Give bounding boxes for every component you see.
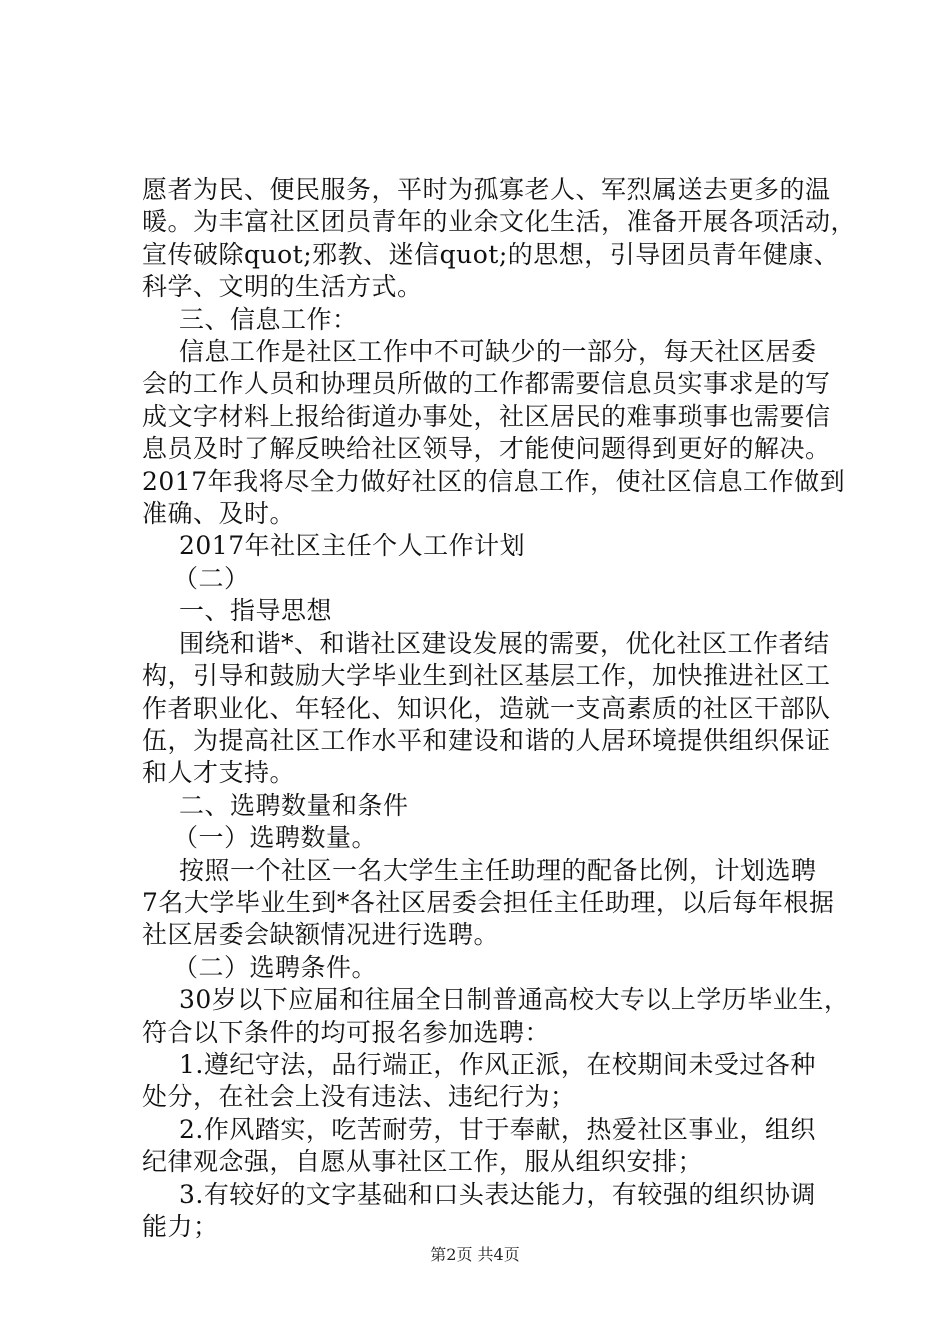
document-body <box>142 174 857 1243</box>
text-line: 2.作风踏实，吃苦耐劳，甘于奉献，热爱社区事业，组织 <box>179 1114 816 1144</box>
text-line: 息员及时了解反映给社区领导，才能使问题得到更好的解决。 <box>142 434 831 464</box>
text-line: 信息工作是社区工作中不可缺少的一部分，每天社区居委 <box>179 337 817 367</box>
text-line: 7名大学毕业生到*各社区居委会担任主任助理，以后每年根据 <box>142 887 835 917</box>
text-line: 符合以下条件的均可报名参加选聘： <box>142 1017 551 1047</box>
text-line: （二）选聘条件。 <box>173 952 378 982</box>
text-line: 和人才支持。 <box>142 758 296 788</box>
text-line: 3.有较好的文字基础和口头表达能力，有较强的组织协调 <box>179 1179 816 1209</box>
text-line: 伍，为提高社区工作水平和建设和谐的人居环境提供组织保证 <box>142 725 831 755</box>
text-line: 宣传破除quot;邪教、迷信quot;的思想，引导团员青年健康、 <box>142 239 840 269</box>
text-line: 围绕和谐*、和谐社区建设发展的需要，优化社区工作者结 <box>179 628 830 658</box>
text-line: 社区居委会缺额情况进行选聘。 <box>142 920 500 950</box>
text-line: 处分，在社会上没有违法、违纪行为； <box>142 1082 576 1112</box>
text-line: 能力； <box>142 1212 219 1241</box>
text-line: 准确、及时。 <box>142 499 296 529</box>
text-line: 作者职业化、年轻化、知识化，造就一支高素质的社区干部队 <box>142 693 831 723</box>
text-line: 一、指导思想 <box>179 596 333 626</box>
text-line: 会的工作人员和协理员所做的工作都需要信息员实事求是的写 <box>142 369 831 399</box>
text-line: 2017年我将尽全力做好社区的信息工作，使社区信息工作做到 <box>142 466 846 496</box>
text-line: 三、信息工作： <box>179 304 358 334</box>
text-line: 二、选聘数量和条件 <box>179 790 409 820</box>
text-line: 2017年社区主任个人工作计划 <box>179 531 526 561</box>
text-line: （一）选聘数量。 <box>173 823 378 853</box>
text-line: （二） <box>173 563 250 593</box>
text-line: 愿者为民、便民服务，平时为孤寡老人、军烈属送去更多的温 <box>142 175 831 204</box>
text-line: 构，引导和鼓励大学毕业生到社区基层工作，加快推进社区工 <box>142 661 831 691</box>
page-footer: 第2页 共4页 <box>430 1245 520 1264</box>
text-line: 按照一个社区一名大学生主任助理的配备比例，计划选聘 <box>179 855 817 885</box>
text-line: 暖。为丰富社区团员青年的业余文化生活，准备开展各项活动， <box>142 207 857 237</box>
text-line: 科学、文明的生活方式。 <box>142 272 423 302</box>
text-line: 纪律观念强，自愿从事社区工作，服从组织安排； <box>142 1147 704 1177</box>
text-line: 成文字材料上报给街道办事处，社区居民的难事琐事也需要信 <box>142 401 831 431</box>
text-line: 1.遵纪守法，品行端正，作风正派，在校期间未受过各种 <box>179 1049 816 1079</box>
text-line: 30岁以下应届和往届全日制普通高校大专以上学历毕业生， <box>179 985 850 1015</box>
